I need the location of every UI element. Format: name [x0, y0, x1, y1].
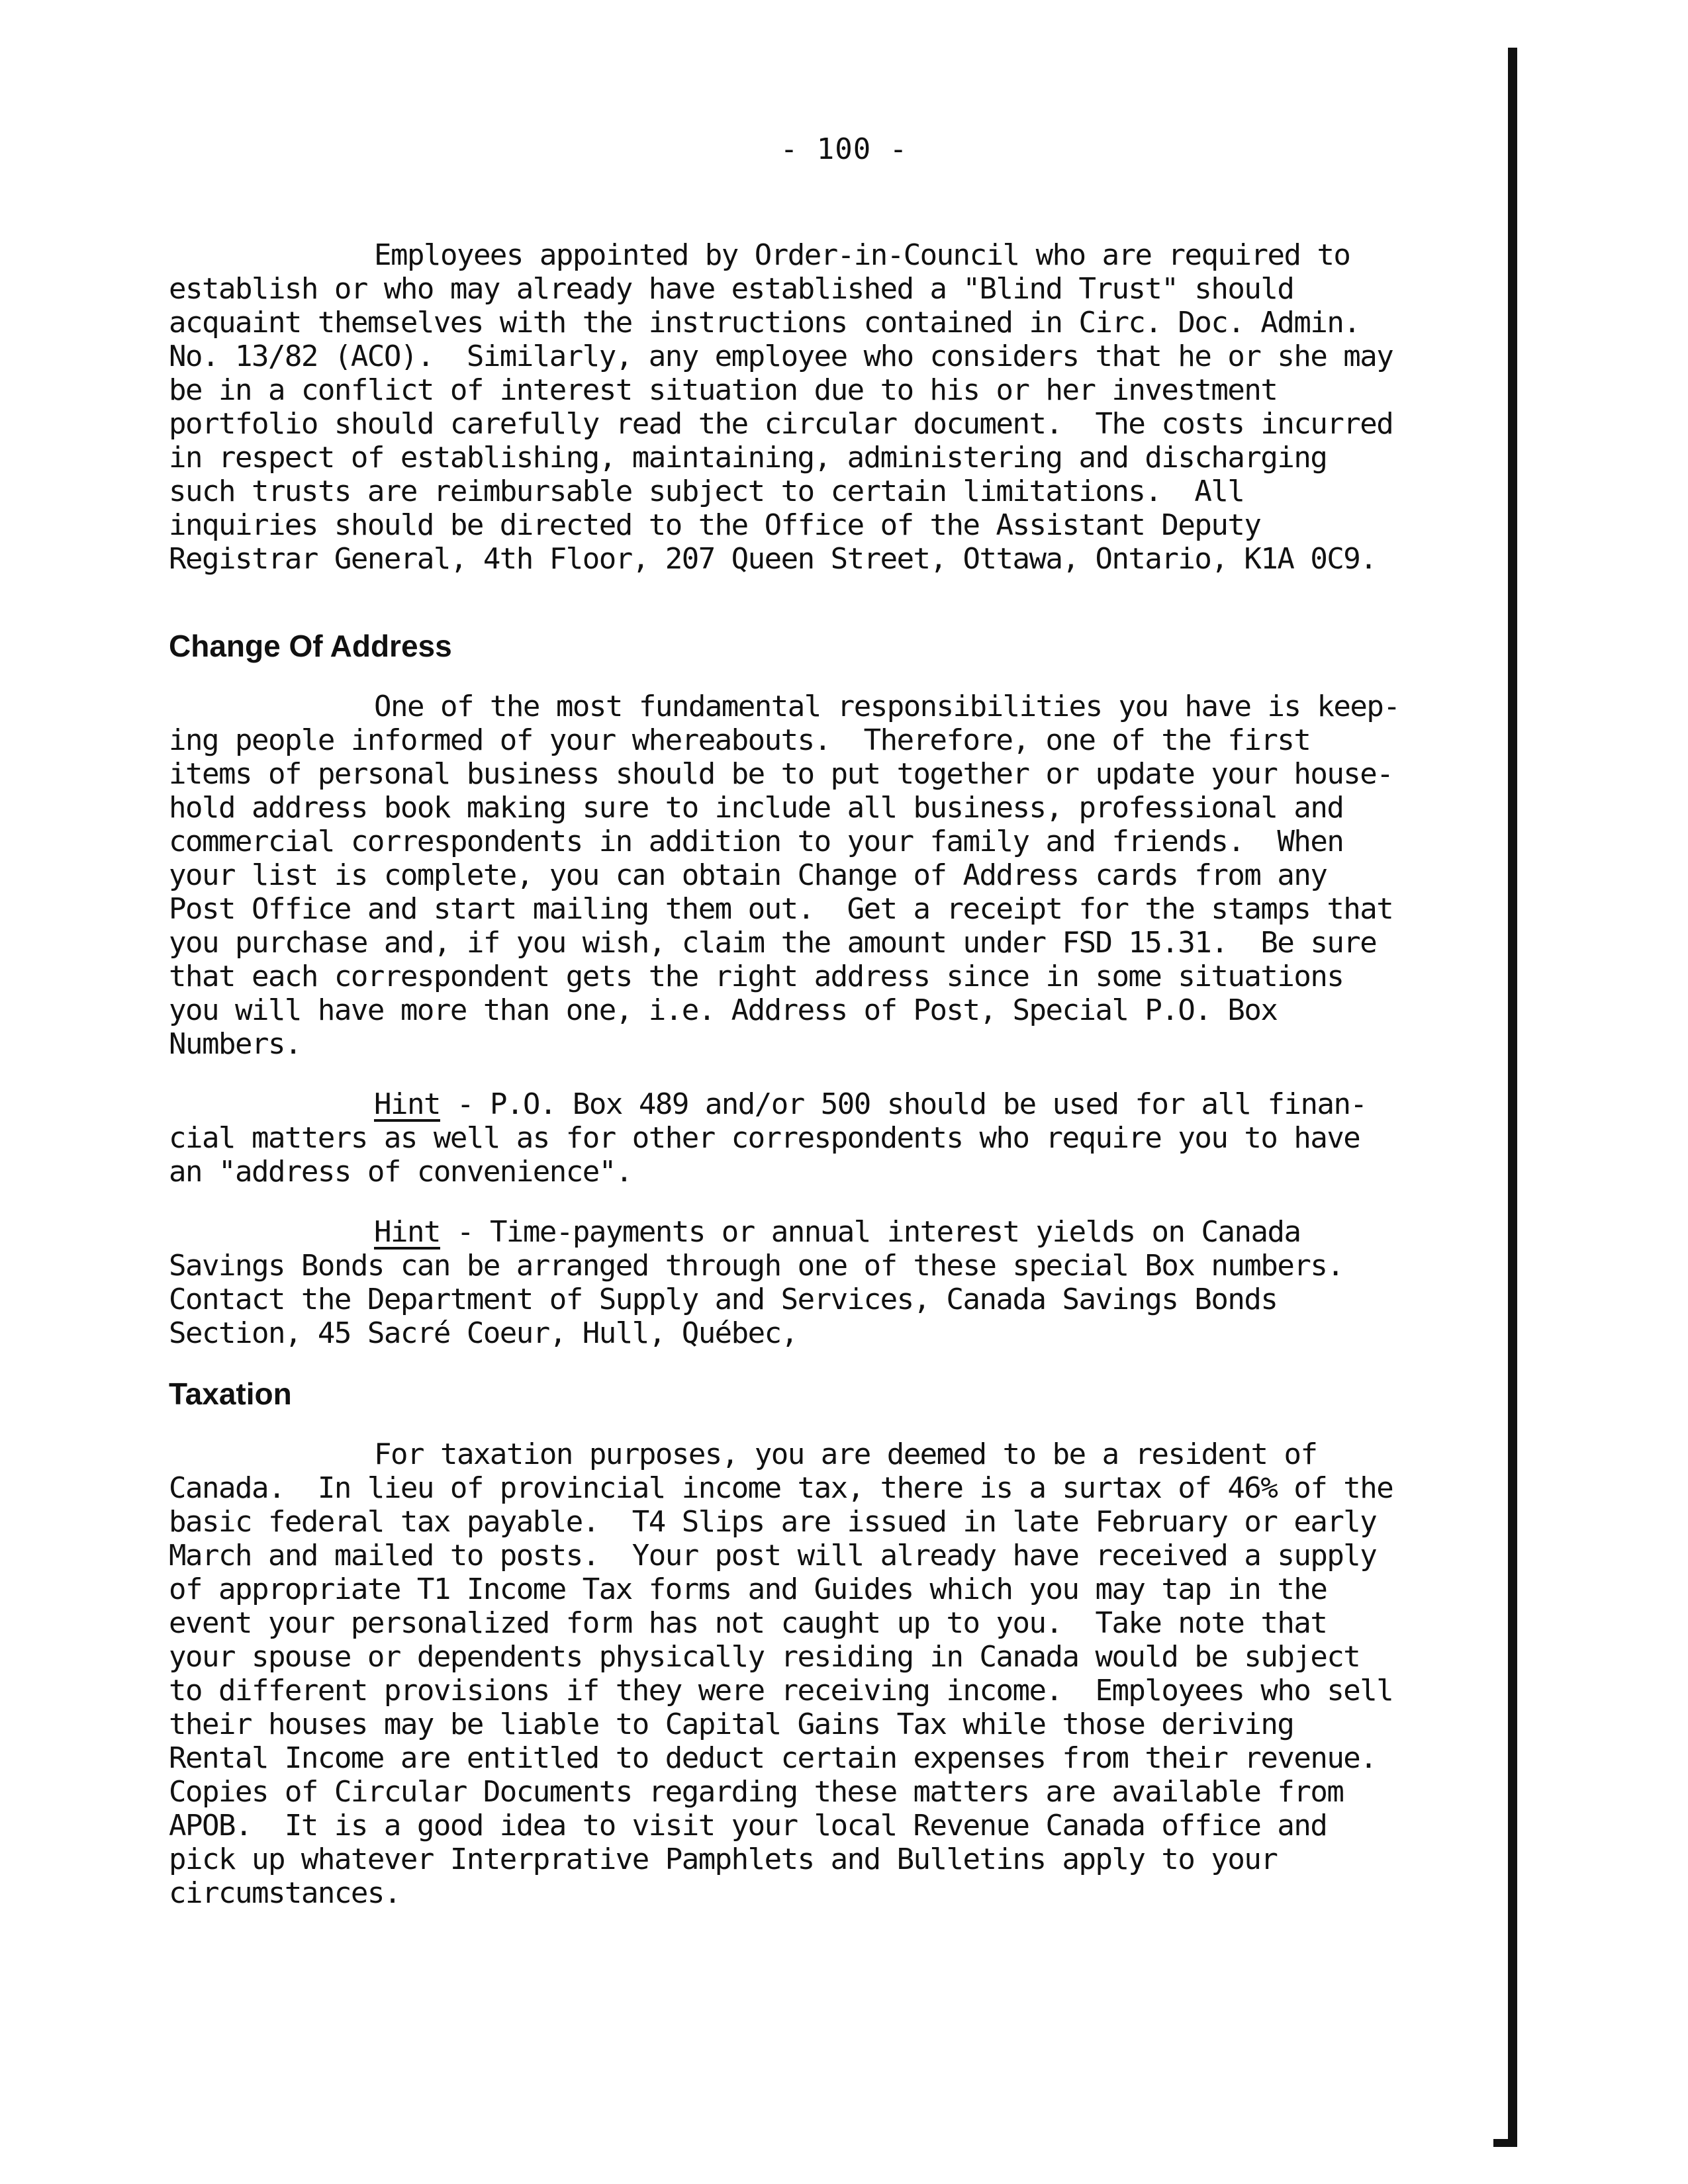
hint-paragraph-po-box	[169, 1087, 1460, 1189]
text-line: pick up whatever Interprative Pamphlets and Bulletins apply to your	[169, 1843, 1278, 1876]
spacer	[169, 1061, 1460, 1087]
spacer	[169, 1189, 1460, 1215]
text-line: One of the most fundamental responsibilities you have is keep-	[374, 690, 1400, 723]
text-line: Rental Income are entitled to deduct certain expenses from their revenue.	[169, 1741, 1377, 1775]
text-line: establish or who may already have established a "Blind Trust" should	[169, 272, 1294, 306]
hint-text: - P.O. Box 489 and/or 500 should be used for all finan-	[440, 1087, 1367, 1121]
text-line: Post Office and start mailing them out. Get a receipt for the stamps that	[169, 892, 1393, 926]
text-line: acquaint themselves with the instructions contained in Circ. Doc. Admin.	[169, 306, 1360, 340]
text-line: circumstances.	[169, 1876, 400, 1910]
hint-label: Hint	[374, 1087, 440, 1121]
hint-text: - Time-payments or annual interest yields on Canada	[440, 1215, 1301, 1249]
text-line: such trusts are reimbursable subject to certain limitations. All	[169, 475, 1244, 508]
hint-label: Hint	[374, 1215, 440, 1249]
text-line: event your personalized form has not caught up to you. Take note that	[169, 1606, 1327, 1640]
text-line: Section, 45 Sacré Coeur, Hull, Québec,	[169, 1316, 798, 1350]
document-body	[169, 238, 1460, 1910]
text-line	[169, 1215, 1460, 1249]
revision-margin-bar	[1508, 48, 1517, 2146]
spacer	[169, 576, 1460, 629]
text-line: ing people informed of your whereabouts. Therefore, one of the first	[169, 723, 1311, 757]
text-line: an "address of convenience".	[169, 1155, 632, 1189]
hint-paragraph-savings-bonds	[169, 1215, 1460, 1350]
text-line: to different provisions if they were receiving income. Employees who sell	[169, 1674, 1393, 1707]
text-line: Registrar General, 4th Floor, 207 Queen Street, Ottawa, Ontario, K1A 0C9.	[169, 542, 1377, 576]
text-line: Employees appointed by Order-in-Council who are required to	[374, 238, 1350, 272]
text-line: March and mailed to posts. Your post will already have received a supply	[169, 1539, 1377, 1572]
revision-margin-bar-end	[1493, 2139, 1517, 2147]
text-line: that each correspondent gets the right address since in some situations	[169, 960, 1344, 993]
spacer	[169, 1411, 1460, 1437]
text-line: Copies of Circular Documents regarding these matters are available from	[169, 1775, 1344, 1809]
text-line: of appropriate T1 Income Tax forms and Guides which you may tap in the	[169, 1572, 1327, 1606]
text-line: No. 13/82 (ACO). Similarly, any employee who considers that he or she may	[169, 340, 1393, 373]
text-line: you will have more than one, i.e. Address of Post, Special P.O. Box	[169, 993, 1278, 1027]
page-number: - 100 -	[780, 132, 908, 166]
intro-paragraph	[169, 238, 1460, 576]
text-line: APOB. It is a good idea to visit your local Revenue Canada office and	[169, 1809, 1327, 1843]
section-heading-change-of-address: Change Of Address	[169, 629, 452, 663]
text-line: be in a conflict of interest situation due to his or her investment	[169, 373, 1278, 407]
text-line: items of personal business should be to put together or update your house-	[169, 757, 1393, 791]
text-line: their houses may be liable to Capital Gains Tax while those deriving	[169, 1707, 1294, 1741]
text-line: For taxation purposes, you are deemed to be a resident of	[374, 1437, 1317, 1471]
section-heading-taxation: Taxation	[169, 1377, 292, 1411]
text-line: you purchase and, if you wish, claim the amount under FSD 15.31. Be sure	[169, 926, 1377, 960]
text-line: portfolio should carefully read the circular document. The costs incurred	[169, 407, 1393, 441]
spacer	[169, 1350, 1460, 1377]
text-line: commercial correspondents in addition to your family and friends. When	[169, 825, 1344, 858]
text-line: basic federal tax payable. T4 Slips are issued in late February or early	[169, 1505, 1377, 1539]
text-line: Canada. In lieu of provincial income tax, there is a surtax of 46% of the	[169, 1471, 1393, 1505]
text-line: Contact the Department of Supply and Services, Canada Savings Bonds	[169, 1283, 1278, 1316]
text-line: your list is complete, you can obtain Change of Address cards from any	[169, 858, 1327, 892]
taxation-paragraph	[169, 1437, 1460, 1910]
text-line: Savings Bonds can be arranged through one of these special Box numbers.	[169, 1249, 1344, 1283]
text-line: inquiries should be directed to the Office of the Assistant Deputy	[169, 508, 1261, 542]
text-line: hold address book making sure to include all business, professional and	[169, 791, 1344, 825]
text-line: Numbers.	[169, 1027, 301, 1061]
text-line: cial matters as well as for other correspondents who require you to have	[169, 1121, 1360, 1155]
spacer	[169, 663, 1460, 690]
text-line	[169, 1087, 1460, 1121]
text-line: your spouse or dependents physically residing in Canada would be subject	[169, 1640, 1360, 1674]
change-of-address-paragraph	[169, 690, 1460, 1061]
text-line: in respect of establishing, maintaining, administering and discharging	[169, 441, 1327, 475]
